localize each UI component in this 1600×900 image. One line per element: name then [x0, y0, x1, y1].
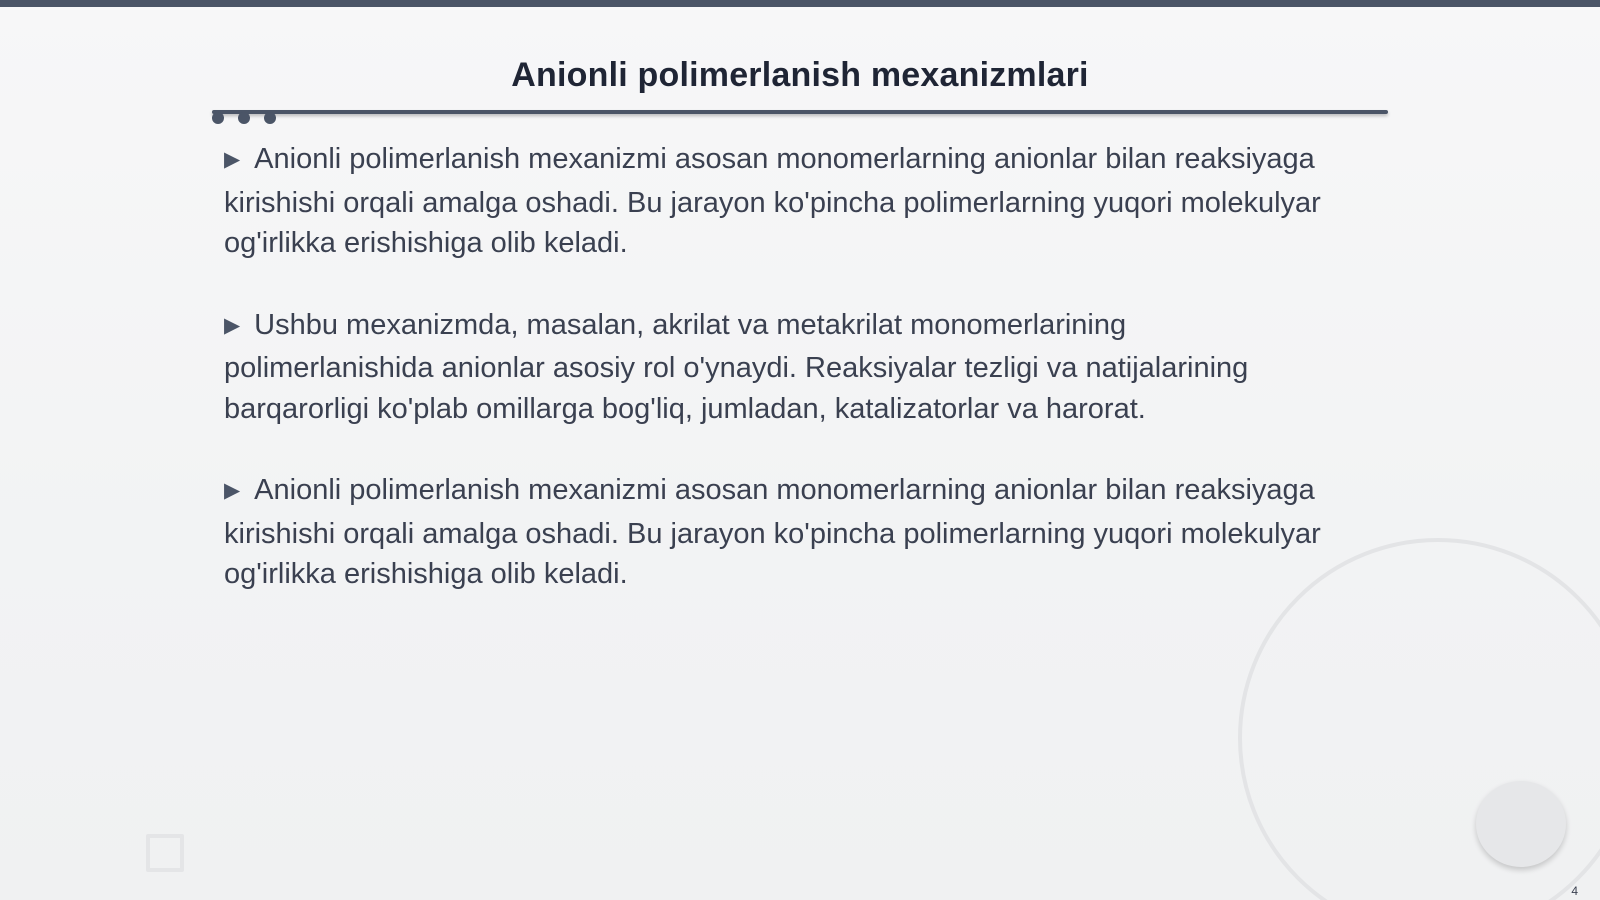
triangle-bullet-icon: ▶	[224, 479, 241, 502]
slide-body	[224, 139, 1324, 636]
decorative-dots	[212, 112, 282, 126]
decorative-square	[146, 834, 184, 872]
dot-icon	[238, 112, 250, 124]
triangle-bullet-icon: ▶	[224, 148, 241, 171]
bullet-paragraph-2	[224, 305, 1324, 430]
triangle-bullet-icon: ▶	[224, 313, 241, 337]
bullet-paragraph-1	[224, 139, 1324, 264]
paragraph-text: Ushbu mexanizmda, masalan, akrilat va metakrilat monomerlarining polimerlanishida anionlar asosiy rol o'ynaydi. Reaksiyalar tezligi va natijalarining barqarorligi ko'plab omillarga bog'liq, jumladan, katalizatorlar va harorat.	[224, 308, 1249, 425]
bullet-paragraph-3	[224, 470, 1324, 595]
page-number: 4	[1571, 884, 1578, 898]
dot-icon	[264, 112, 276, 124]
paragraph-text: Anionli polimerlanish mexanizmi asosan monomerlarning anionlar bilan reaksiyaga kirishishi orqali amalga oshadi. Bu jarayon ko'pincha polimerlarning yuqori molekulyar og'irlikka erishishiga olib keladi.	[224, 143, 1321, 259]
top-accent-bar	[0, 0, 1600, 7]
slide-title: Anionli polimerlanish mexanizmlari	[511, 56, 1089, 94]
dot-icon	[212, 112, 224, 124]
decorative-disc	[1476, 781, 1566, 867]
title-divider	[212, 110, 1388, 114]
paragraph-text: Anionli polimerlanish mexanizmi asosan monomerlarning anionlar bilan reaksiyaga kirishishi orqali amalga oshadi. Bu jarayon ko'pincha polimerlarning yuqori molekulyar og'irlikka erishishiga olib keladi.	[224, 474, 1321, 590]
